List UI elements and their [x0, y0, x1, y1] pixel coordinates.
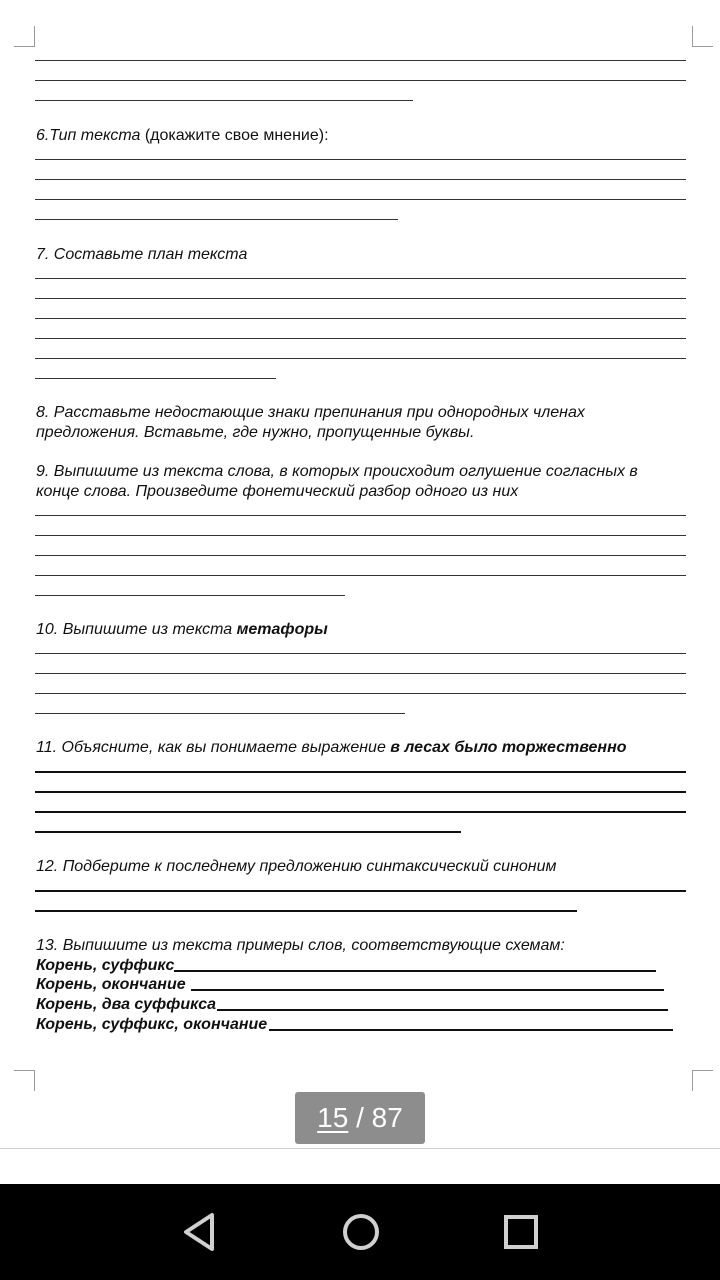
recents-button[interactable] [473, 1184, 569, 1280]
page-counter[interactable] [295, 1092, 425, 1144]
question-12: 12. Подберите к последнему предложению синтаксический синоним [36, 858, 557, 875]
recents-square-icon [501, 1212, 541, 1252]
answer-line [191, 989, 664, 991]
answer-line [35, 199, 686, 200]
question-11 [36, 738, 627, 758]
question-10 [36, 620, 328, 640]
answer-line [35, 791, 686, 793]
answer-line [35, 60, 686, 61]
answer-line [35, 673, 686, 674]
answer-line [35, 575, 686, 576]
answer-line [35, 179, 686, 180]
answer-line [35, 298, 686, 299]
page-corner-mark [14, 1070, 35, 1091]
scheme-3: Корень, два суффикса [36, 996, 216, 1013]
question-8-line2: предложения. Вставьте, где нужно, пропущенные буквы. [36, 424, 475, 441]
question-6-hint: (докажите свое мнение): [144, 127, 329, 144]
answer-line [35, 80, 686, 81]
scheme-4: Корень, суффикс, окончание [36, 1016, 268, 1033]
back-button[interactable] [153, 1184, 249, 1280]
answer-line [35, 338, 686, 339]
answer-line [35, 831, 461, 833]
answer-line [35, 713, 405, 714]
answer-line [35, 378, 276, 379]
answer-line [35, 515, 686, 516]
total-pages: 87 [371, 1102, 403, 1133]
answer-line [35, 219, 398, 220]
home-circle-icon [341, 1212, 381, 1252]
answer-line [35, 595, 345, 596]
scheme-2: Корень, окончание [36, 976, 186, 993]
question-8-line1: 8. Расставьте недостающие знаки препинания при однородных членах [36, 404, 585, 421]
answer-line [35, 693, 686, 694]
answer-line [269, 1029, 673, 1031]
answer-line [35, 278, 686, 279]
answer-line [174, 970, 656, 972]
answer-line [35, 159, 686, 160]
answer-line [35, 771, 686, 773]
page-separator: / [348, 1102, 372, 1133]
question-10-keyword: метафоры [236, 621, 328, 638]
answer-line [35, 358, 686, 359]
answer-line [35, 890, 686, 892]
viewer-bottom-divider [0, 1148, 720, 1149]
answer-line [35, 555, 686, 556]
answer-line [35, 811, 686, 813]
home-button[interactable] [313, 1184, 409, 1280]
page-corner-mark [692, 26, 713, 47]
current-page: 15 [317, 1102, 349, 1133]
question-11-text: 11. Объясните, как вы понимаете выражение [36, 739, 391, 756]
question-11-phrase: в лесах было торжественно [390, 739, 627, 756]
scheme-1: Корень, суффикс [36, 957, 175, 974]
question-6-label: 6.Тип текста [36, 127, 145, 144]
system-nav-bar [0, 1184, 720, 1280]
answer-line [35, 910, 577, 912]
answer-line [35, 653, 686, 654]
answer-line [217, 1009, 668, 1011]
question-10-text: 10. Выпишите из текста [36, 621, 237, 638]
question-9-line2: конце слова. Произведите фонетический разбор одного из них [36, 483, 519, 500]
question-6 [36, 126, 329, 146]
question-13: 13. Выпишите из текста примеры слов, соответствующие схемам: [36, 937, 565, 954]
answer-line [35, 318, 686, 319]
question-9-line1: 9. Выпишите из текста слова, в которых происходит оглушение согласных в [36, 463, 638, 480]
page-corner-mark [14, 26, 35, 47]
question-7: 7. Составьте план текста [36, 246, 248, 263]
back-triangle-icon [181, 1212, 221, 1252]
page-corner-mark [692, 1070, 713, 1091]
answer-line [35, 535, 686, 536]
answer-line [35, 100, 413, 101]
